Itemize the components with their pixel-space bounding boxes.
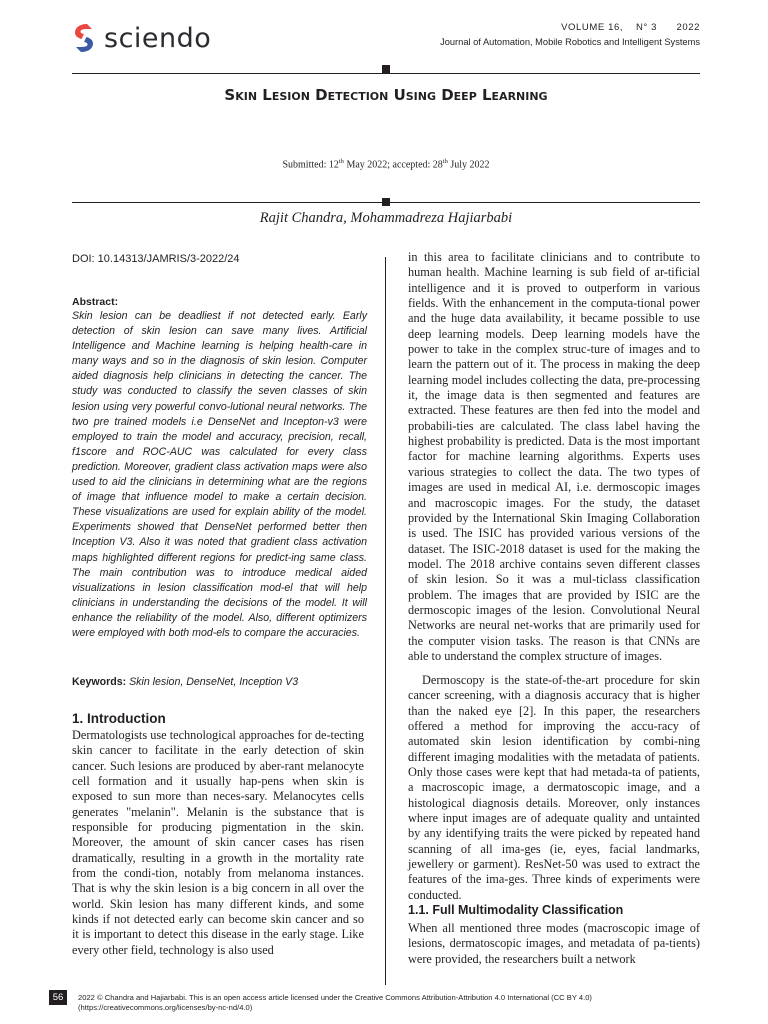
- journal-name: Journal of Automation, Mobile Robotics and Intelligent Systems: [440, 37, 700, 47]
- submission-dates: Submitted: 12th May 2022; accepted: 28th July 2022: [282, 158, 490, 171]
- abstract-label: Abstract:: [72, 296, 119, 308]
- title-rule-marker: [382, 198, 390, 206]
- header-rule-marker: [382, 65, 390, 73]
- keywords-label: Keywords:: [72, 676, 127, 688]
- column-divider: [385, 257, 386, 985]
- authors: Rajit Chandra, Mohammadreza Hajiarbabi: [259, 210, 513, 226]
- sciendo-logo-icon: [72, 23, 96, 53]
- paper-title: Skin Lesion Detection Using Deep Learning: [224, 86, 548, 104]
- keywords-text: Skin lesion, DenseNet, Inception V3: [126, 676, 299, 688]
- keywords: [72, 676, 298, 688]
- license-url[interactable]: (https://creativecommons.org/licenses/by-nc-nd/4.0): [78, 1003, 253, 1012]
- page-number: 56: [49, 990, 67, 1005]
- body-paragraph: in this area to facilitate clinicians and to contribute to human health. Machine learning is sub field of ar-tificial intelligence and it is proved to outperform in various fields. With the enhancement in the computa-tional power and the huge data availability, it became possible to use deep learning models. Deep learning models have the power to take in the complex struc-ture of images and to learn the pattern out of it. The process in making the deep learning model includes collecting the data, pre-processing it, the image data is then segmented and features are extracted. These features are then fed into the model and probabili-ties are calculated. The class label having the highest probability is predicted. Data is the most important factor for machine learning algorithms. Experts uses various strategies to collect the data. The two types of images are used in medical AI, i.e. dermoscopic images and macroscopic images. For the study, the dataset provided by the International Skin Imaging Collaboration is used. The ISIC has provided various versions of the dataset. The ISIC-2018 dataset is used for the making the model. The 2018 archive contains seven different classes of skin lesion. So it was a mul-ticlass classification problem. The images that are provided by ISIC are the dermoscopic images of the lesion. Convolutional Neural Networks are neural net-works that are primarily used for the computer vision tasks. The reason is that CNNs are able to understand the complex structure of images.: [408, 250, 700, 663]
- publisher-logo: [72, 20, 211, 56]
- introduction-text: Dermatologists use technological approaches for de-tecting skin cancer to facilitate in the early detection of skin cancer. Such lesions are produced by aber-rant melanocyte cell formation and it usually hap-pens when skin is exposed to sun more than neces-sary. Melanocytes cells generates "melanin". Melanin is the substance that is responsible for producing pigmentation in the skin. Moreover, the amount of skin cancer cases has risen dramatically, resulting in a growth in the mortality rate from the condi-tion, notably from melanoma instances. That is why the skin lesion is a big concern in all over the world. Skin lesion has many different kinds, and some kinds if not detected early can become skin cancer and so it is important to detect this disease in the early stage. Like every other field, technology is also used: [72, 728, 364, 957]
- header-rule: [72, 73, 700, 74]
- logo-text: sciendo: [104, 22, 212, 54]
- doi: DOI: 10.14313/JAMRIS/3-2022/24: [72, 253, 240, 265]
- body-paragraph: Dermoscopy is the state-of-the-art procedure for skin cancer screening, with a diagnosis accuracy that is higher than the naked eye [2]. In this paper, the researchers offered a method for improving the accu-racy of automated skin lesion identification by combi-ning different imaging modalities with the metadata of patients. Only those cases were kept that had metada-ta of patients, a macroscopic image, a dermatoscopic image, and a histological diagnosis details. Moreover, only instances where input images are of adequate quality and untainted by any identifying traits the were picked by repeated hand scanning of all ima-ges (ie, eyes, facial landmarks, jewellery or garment). ResNet-50 was used to extract the features of the ima-ges. Three kinds of experiments were conducted.: [408, 673, 700, 902]
- volume-info: VOLUME 16, N° 3 2022: [561, 22, 700, 33]
- license-footer: [78, 993, 718, 1013]
- body-paragraph: When all mentioned three modes (macroscopic image of lesions, dermatoscopic images, and metadata of pa-tients) were provided, the researchers built a network: [408, 921, 700, 966]
- section-heading-introduction: 1. Introduction: [72, 711, 166, 726]
- license-line: 2022 © Chandra and Hajiarbabi. This is an open access article licensed under the Creative Commons Attribution-Attribution 4.0 International (CC BY 4.0): [78, 993, 592, 1002]
- subsection-heading: 1.1. Full Multimodality Classification: [408, 903, 624, 917]
- abstract-text: Skin lesion can be deadliest if not detected early. Early detection of skin lesion can save many lives. Artificial Intelligence and Machine learning is helping health-care in many ways and so in the diagnosis of skin lesion. Computer aided diagnosis help clinicians in detecting the cancer. The study was conducted to classify the seven classes of skin lesion using very powerful convo-lutional neural networks. The two pre trained models i.e DenseNet and Incepton-v3 were employed to train the model and accuracy, precision, recall, f1score and ROC-AUC was calculated for every class prediction. Moreover, gradient class activation maps were also used to aid the clinicians in determining what are the regions of image that influence model to make a certain decision. These visualizations are used for explain ability of the model. Experiments showed that DenseNet performed better then Inception V3. Also it was noted that gradient class activation maps highlighted different regions for predict-ing same class. The main contribution was to introduce medical aided visualizations in lesion classification mod-el that will help clinicians in understanding the decisions of the model. It will enhance the reliability of the model. Also, different optimizers were employed with both mod-els to compare the accuracies.: [72, 310, 367, 639]
